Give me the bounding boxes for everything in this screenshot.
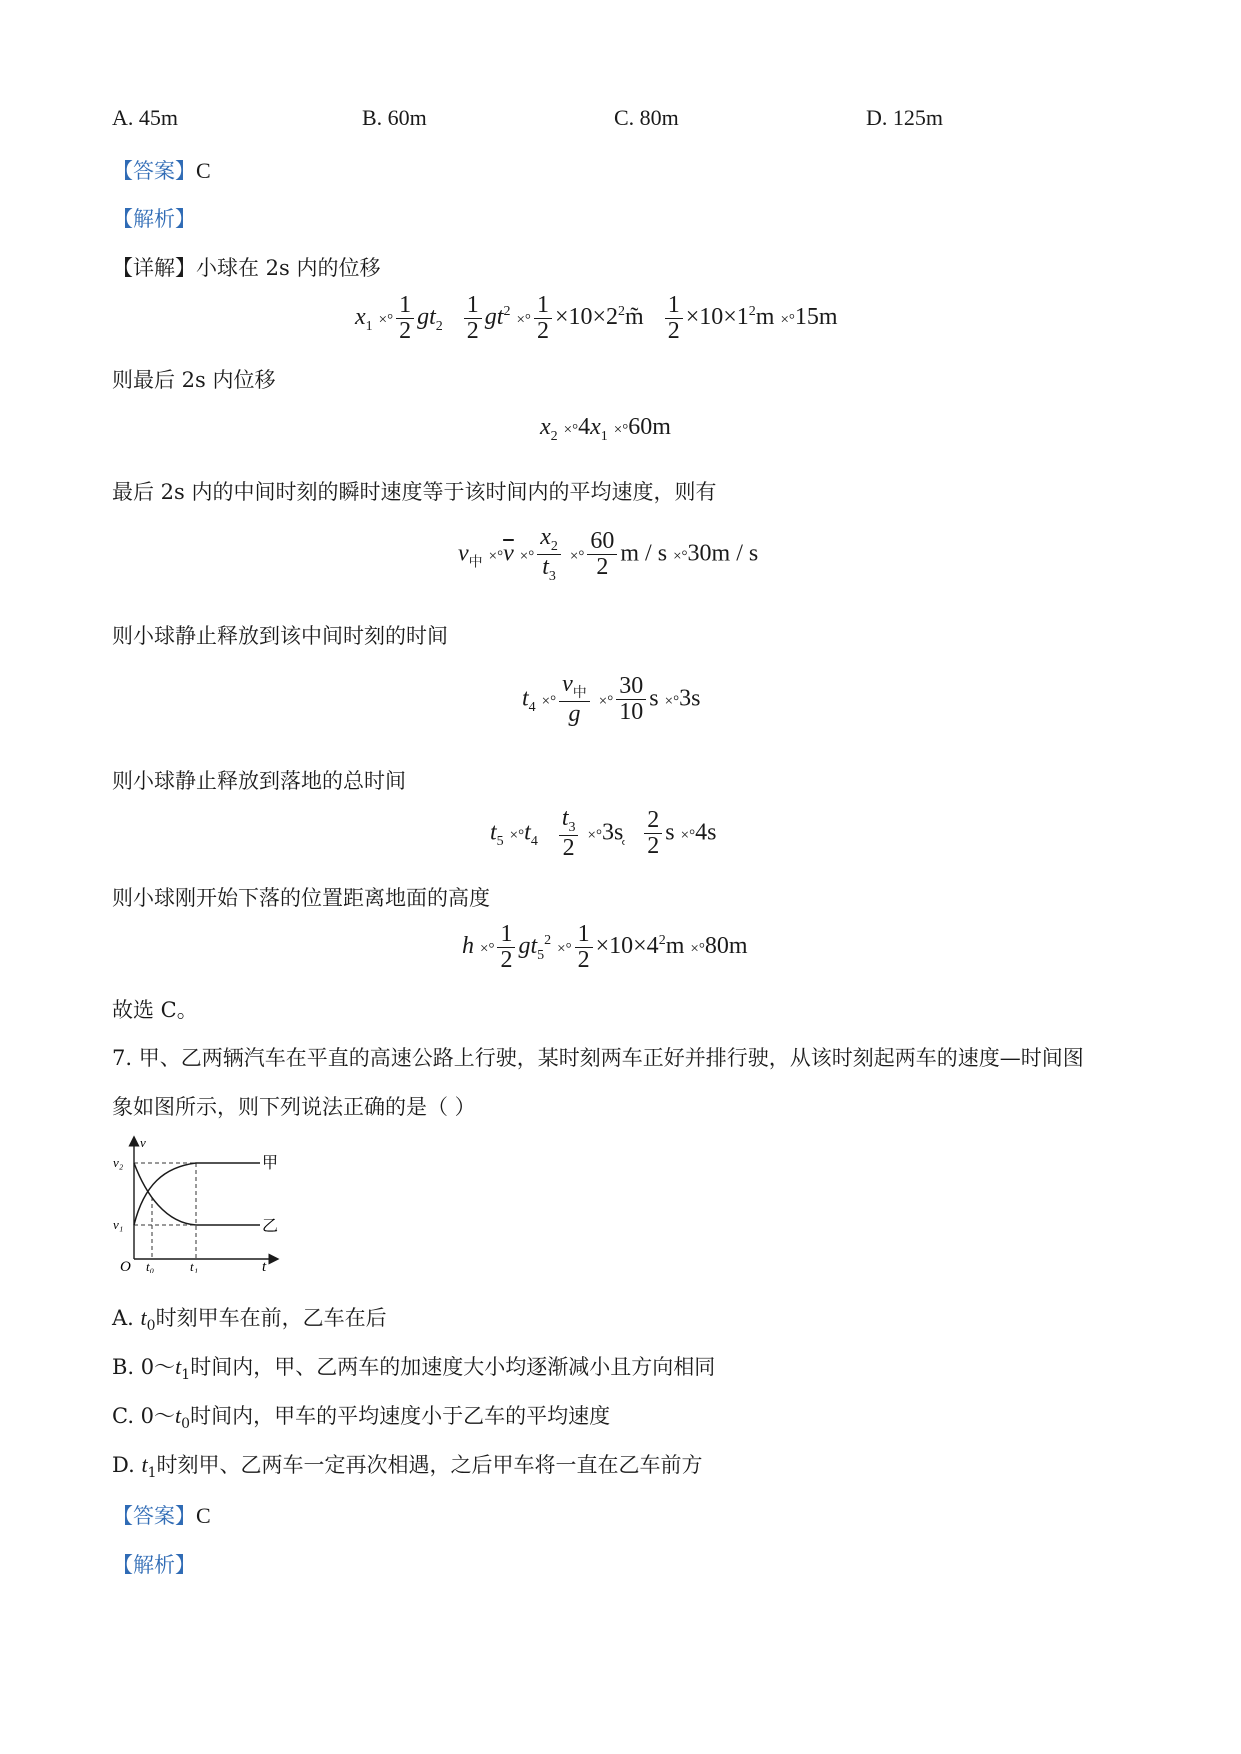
equation-6: h ×° $\frac{1}{2}$ $gt_5^2$ ×° $\frac{1}{2}$ $\times 10\times 4^2m \times^\circ 80m$: [462, 921, 748, 974]
detail-tag: 【详解】: [112, 256, 196, 280]
text-release-mid: 则小球静止释放到该中间时刻的时间: [112, 624, 448, 648]
equation-1: $x_1$ ×° $\frac{1}{2}$ $gt_2$ $\frac{1}{2}$ $gt^2$ ×° $\frac{1}{2}$ $\times 10\times 2^2m̃$ $\frac{1}{2}$ $\times 10\times 1^2m \times^\circ 15m$: [355, 292, 838, 345]
answer-value: C: [196, 158, 211, 183]
q7-answer-line: [112, 1500, 211, 1530]
equation-2: $x_2 \times^\circ 4x_1 \times^\circ 60m$: [540, 414, 671, 444]
graph-v-label: v: [140, 1135, 146, 1150]
option-d: D. 125m: [866, 105, 943, 130]
q7-answer-value: C: [196, 1503, 211, 1528]
velocity-time-graph: [110, 1133, 280, 1273]
text-total-time: 则小球静止释放到落地的总时间: [112, 769, 406, 793]
graph-jia-label: 甲: [262, 1153, 279, 1172]
q7-option-c: C. $0\sim t_0$时间内，甲车的平均速度小于乙车的平均速度: [112, 1403, 611, 1433]
q7-stem-line1: 7. 甲、乙两辆汽车在平直的高速公路上行驶，某时刻两车正好并排行驶，从该时刻起两车的速度—时间图: [112, 1046, 1084, 1070]
graph-t0-label: t₀: [146, 1259, 155, 1273]
graph-yi-label: 乙: [262, 1216, 279, 1235]
q7-option-d: D. $t_1$时刻甲、乙两车一定再次相遇，之后甲车将一直在乙车前方: [112, 1452, 703, 1482]
analysis-tag: 【解析】: [112, 207, 196, 231]
graph-v1-label: v₁: [113, 1217, 124, 1232]
q7-stem-line2: 象如图所示，则下列说法正确的是（ ）: [112, 1095, 476, 1119]
text-last-2s: 则最后 2s 内位移: [112, 368, 276, 392]
text-height: 则小球刚开始下落的位置距离地面的高度: [112, 886, 490, 910]
option-c: C. 80m: [614, 105, 679, 130]
text-mid-velocity: 最后 2s 内的中间时刻的瞬时速度等于该时间内的平均速度，则有: [112, 480, 717, 504]
graph-v2-label: v₂: [113, 1155, 124, 1170]
curve-jia: [134, 1163, 260, 1225]
q7-answer-tag: 【答案】: [112, 1504, 196, 1528]
answer-tag: 【答案】: [112, 159, 196, 183]
option-a: A. 45m: [112, 105, 178, 130]
graph-origin-label: O: [120, 1259, 131, 1273]
detail-text: 小球在 2s 内的位移: [196, 256, 381, 280]
graph-t-label: t: [262, 1259, 267, 1273]
q7-option-a: A. $t_0$时刻甲车在前，乙车在后: [112, 1305, 387, 1335]
option-b: B. 60m: [362, 105, 427, 130]
q7-analysis-tag: 【解析】: [112, 1553, 196, 1577]
equation-4: $t_4$ ×° $\frac{v_中}{g}$ ×° $\frac{30}{10}$ s ×°3s: [522, 671, 701, 728]
answer-line: [112, 155, 211, 185]
equation-3: $v_中 \times^\circ\overline{v}$ ×° $\frac{x_2}{t_3}$ ×° $\frac{60}{2}$ m / s ×°30m / s: [458, 524, 759, 585]
graph-t1-label: t₁: [190, 1259, 199, 1273]
text-choose: 故选 C。: [112, 998, 198, 1022]
q7-option-b: B. $0\sim t_1$时间内，甲、乙两车的加速度大小均逐渐减小且方向相同: [112, 1354, 716, 1384]
curve-yi: [134, 1163, 260, 1225]
detail-line: [112, 252, 381, 282]
equation-5: $t_5 \times^\circ t_4$ $\frac{t_3}{2}$ ×°3s̜ $\frac{2}{2}$ s ×°4s: [490, 805, 717, 862]
